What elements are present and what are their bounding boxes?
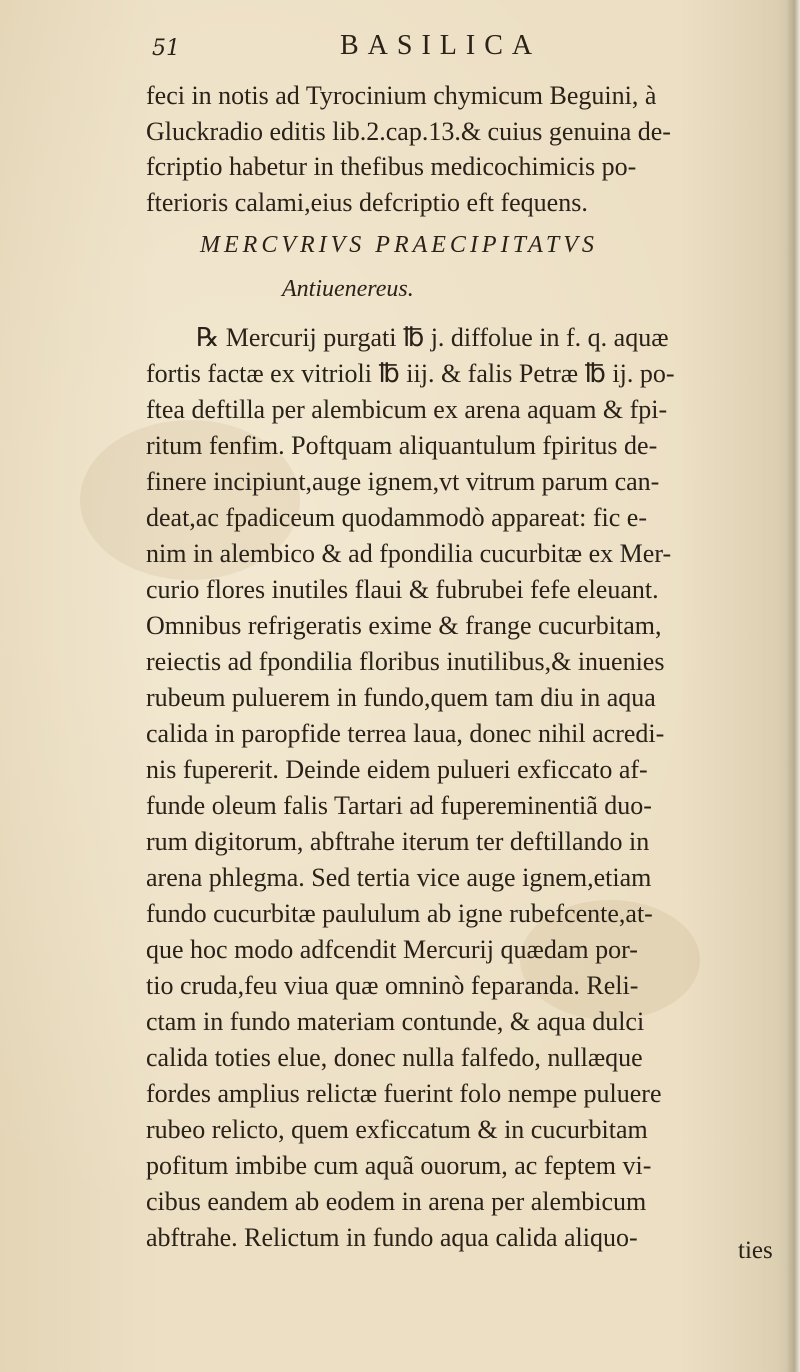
text-line: ctam in fundo materiam contunde, & aqua dulci — [146, 1007, 645, 1036]
text-line: arena phlegma. Sed tertia vice auge ignem,etiam — [146, 863, 652, 892]
text-line: ℞ Mercurij purgati ℔ j. diffolue in f. q. aquæ — [196, 323, 669, 352]
text-line: calida in paropfide terrea laua, donec nihil acredi- — [146, 719, 665, 748]
text-line: cibus eandem ab eodem in arena per alembicum — [146, 1187, 647, 1216]
text-line: tio cruda,feu viua quæ omninò feparanda. Reli- — [146, 971, 639, 1000]
text-line: fordes amplius relictæ fuerint folo nempe puluere — [146, 1079, 662, 1108]
text-line: nim in alembico & ad fpondilia cucurbitæ ex Mer- — [146, 539, 672, 568]
catchword: ties — [738, 1237, 773, 1264]
text-line: ritum fenfim. Poftquam aliquantulum fpiritus de- — [146, 431, 658, 460]
section-subtitle: Antiuenereus. — [282, 276, 414, 302]
text-line: rum digitorum, abftrahe iterum ter deftillando in — [146, 827, 650, 856]
text-line: curio flores inutiles flaui & fubrubei fefe eleuant. — [146, 575, 659, 604]
text-line: funde oleum falis Tartari ad fupereminentiã duo- — [146, 791, 652, 820]
page-header — [150, 30, 750, 70]
text-line: ftea deftilla per alembicum ex arena aquam & fpi- — [146, 395, 668, 424]
running-head: BASILICA — [340, 30, 542, 61]
text-line: fundo cucurbitæ paululum ab igne rubefcente,at- — [146, 899, 653, 928]
text-line: fterioris calami,eius defcriptio eft fequens. — [146, 187, 588, 217]
text-line: pofitum imbibe cum aquã ouorum, ac feptem vi- — [146, 1151, 652, 1180]
section-title: MERCVRIVS PRAECIPITATVS — [200, 232, 598, 258]
text-line: fcriptio habetur in thefibus medicochimicis po- — [146, 152, 637, 181]
intro-paragraph — [146, 78, 786, 220]
text-line: feci in notis ad Tyrocinium chymicum Beguini, à — [146, 81, 657, 110]
text-line: que hoc modo adfcendit Mercurij quædam por- — [146, 935, 638, 964]
text-line: fortis factæ ex vitrioli ℔ iij. & falis Petræ ℔ ij. po- — [146, 359, 675, 388]
text-line: Omnibus refrigeratis exime & frange cucurbitam, — [146, 611, 662, 640]
text-line: reiectis ad fpondilia floribus inutilibus,& inuenies — [146, 647, 665, 676]
text-line: deat,ac fpadiceum quodammodò appareat: fic e- — [146, 503, 647, 532]
text-line: abftrahe. Relictum in fundo aqua calida aliquo- — [146, 1223, 638, 1252]
text-line: rubeo relicto, quem exficcatum & in cucurbitam — [146, 1115, 648, 1144]
text-line: calida toties elue, donec nulla falfedo, nullæque — [146, 1043, 643, 1072]
page-number: 51 — [152, 36, 180, 61]
recipe-paragraph — [146, 320, 796, 1256]
text-line: Gluckradio editis lib.2.cap.13.& cuius genuina de- — [146, 116, 671, 146]
text-line: finere incipiunt,auge ignem,vt vitrum parum can- — [146, 467, 660, 496]
text-line: nis fupererit. Deinde eidem pulueri exficcato af- — [146, 755, 648, 784]
text-line: rubeum puluerem in fundo,quem tam diu in aqua — [146, 683, 656, 712]
